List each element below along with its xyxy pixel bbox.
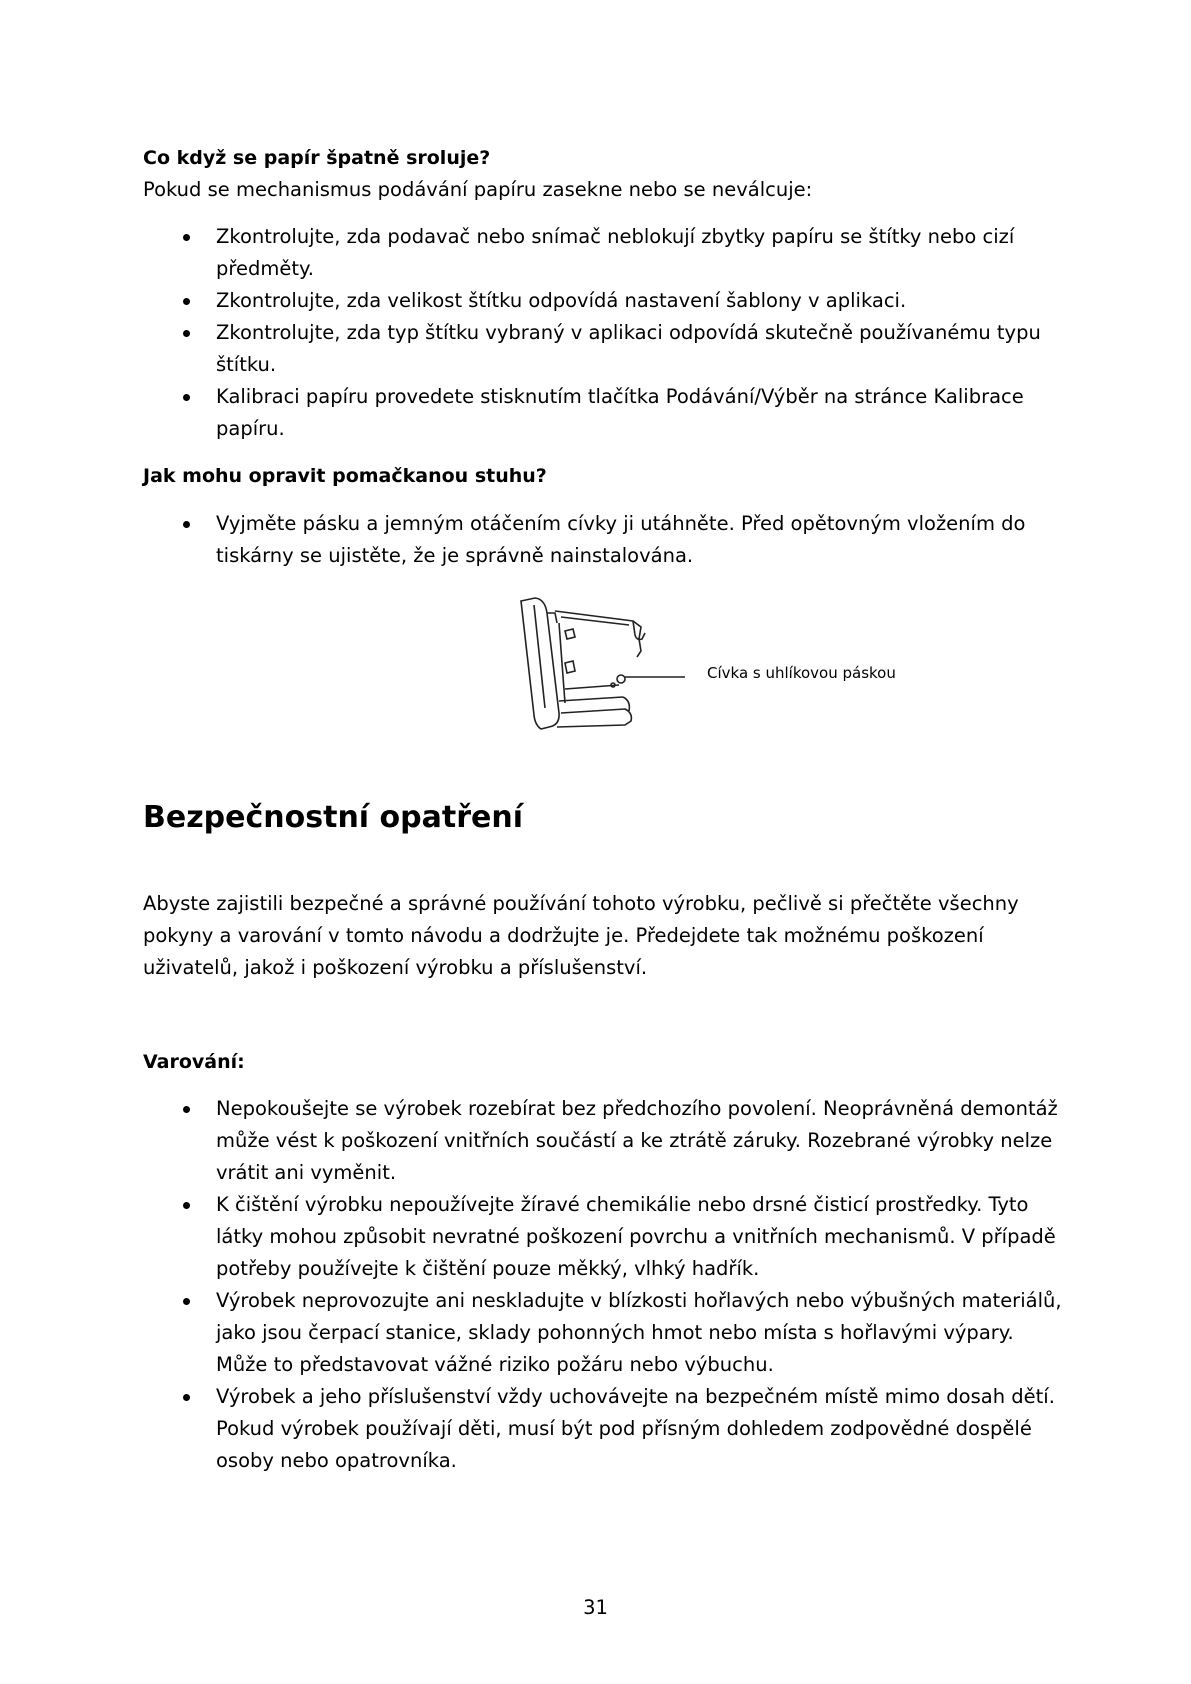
paper-roll-question: Co když se papír špatně sroluje? — [143, 147, 491, 169]
safety-intro-block — [143, 888, 1063, 984]
bullet-icon — [183, 1202, 190, 1209]
ribbon-figure — [515, 593, 935, 733]
warning-label: Varování: — [143, 1051, 245, 1073]
safety-title: Bezpečnostní opatření — [143, 800, 523, 835]
warnings-list — [143, 1093, 1063, 1477]
list-item: Zkontrolujte, zda typ štítku vybraný v aplikaci odpovídá skutečně používanému typu štítku. — [143, 317, 1063, 381]
ribbon-section — [143, 460, 1063, 572]
bullet-icon — [183, 298, 190, 305]
warnings-section — [143, 1046, 1063, 1477]
list-item: Vyjměte pásku a jemným otáčením cívky ji utáhněte. Před opětovným vložením do tiskárny se ujistěte, že je správně nainstalována. — [143, 508, 1063, 572]
bullet-icon — [183, 1106, 190, 1113]
list-item: Výrobek a jeho příslušenství vždy uchovávejte na bezpečném místě mimo dosah dětí. Pokud výrobek používají děti, musí být pod přísným dohledem zodpovědné dospělé osoby nebo opatrovníka. — [143, 1381, 1063, 1477]
ribbon-spool-label: Cívka s uhlíkovou páskou — [707, 664, 896, 682]
list-item: Zkontrolujte, zda podavač nebo snímač neblokují zbytky papíru se štítky nebo cizí předměty. — [143, 221, 1063, 285]
bullet-icon — [183, 521, 190, 528]
safety-section-heading — [143, 798, 1063, 838]
bullet-icon — [183, 234, 190, 241]
ribbon-question: Jak mohu opravit pomačkanou stuhu? — [143, 465, 547, 487]
list-item: Kalibraci papíru provedete stisknutím tlačítka Podávání/Výběr na stránce Kalibrace papíru. — [143, 381, 1063, 445]
list-item: Výrobek neprovozujte ani neskladujte v blízkosti hořlavých nebo výbušných materiálů, jako jsou čerpací stanice, sklady pohonných hmot nebo místa s hořlavými výpary. Může to představovat vážné riziko požáru nebo výbuchu. — [143, 1285, 1063, 1381]
safety-intro: Abyste zajistili bezpečné a správné používání tohoto výrobku, pečlivě si přečtěte všechny pokyny a varování v tomto návodu a dodržujte je. Předejdete tak možnému poškození uživatelů, jakož i poškození výrobku a příslušenství. — [143, 892, 1019, 979]
bullet-icon — [183, 1298, 190, 1305]
bullet-icon — [183, 330, 190, 337]
paper-roll-section — [143, 142, 1063, 445]
bullet-icon — [183, 1394, 190, 1401]
list-item: Nepokoušejte se výrobek rozebírat bez předchozího povolení. Neoprávněná demontáž může vést k poškození vnitřních součástí a ke ztrátě záruky. Rozebrané výrobky nelze vrátit ani vyměnit. — [143, 1093, 1063, 1189]
bullet-icon — [183, 394, 190, 401]
paper-roll-list — [143, 221, 1063, 445]
page-number: 31 — [583, 1596, 608, 1619]
paper-roll-intro: Pokud se mechanismus podávání papíru zasekne nebo se neválcuje: — [143, 178, 813, 201]
list-item: K čištění výrobku nepoužívejte žíravé chemikálie nebo drsné čisticí prostředky. Tyto látky mohou způsobit nevratné poškození povrchu a vnitřních mechanismů. V případě potřeby používejte k čištění pouze měkký, vlhký hadřík. — [143, 1189, 1063, 1285]
ribbon-list — [143, 508, 1063, 572]
list-item: Zkontrolujte, zda velikost štítku odpovídá nastavení šablony v aplikaci. — [143, 285, 1063, 317]
ribbon-cassette-illustration — [515, 593, 715, 733]
